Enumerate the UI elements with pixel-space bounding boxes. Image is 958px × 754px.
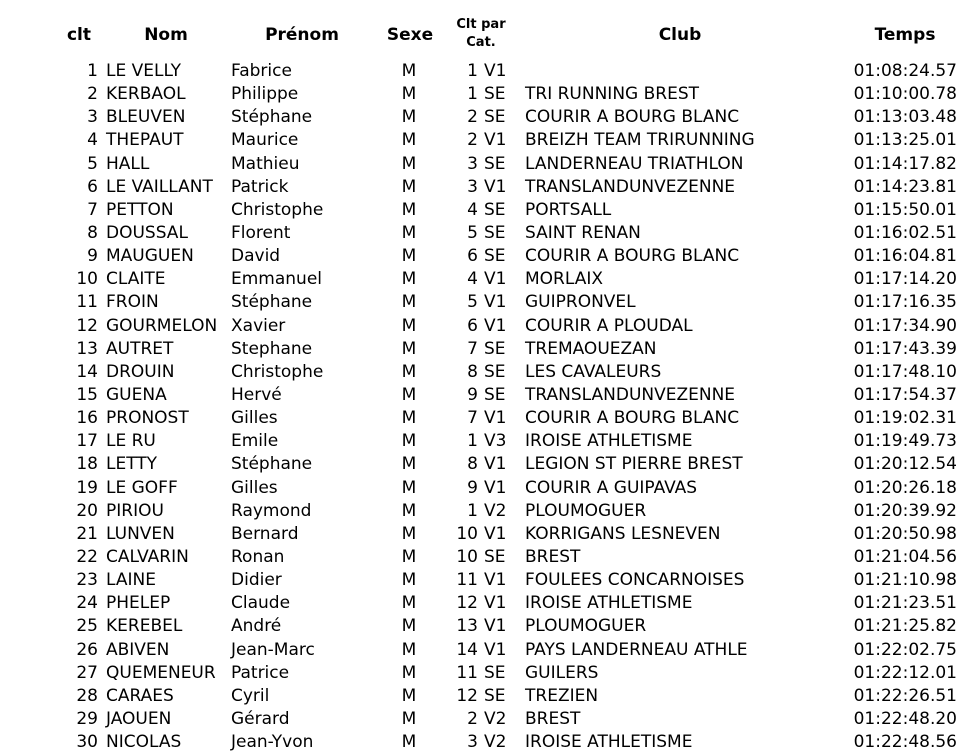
header-sexe: Sexe <box>386 25 434 45</box>
table-row <box>0 569 958 592</box>
sex-cell: M <box>401 593 417 614</box>
rank-cell: 25 <box>76 616 98 637</box>
club-cell: PORTSALL <box>525 199 612 220</box>
header-club: Club <box>658 25 702 45</box>
sex-cell: M <box>401 454 417 475</box>
category-cell: SE <box>484 246 506 267</box>
time-cell: 01:21:10.98 <box>853 570 957 591</box>
category-rank-cell: 6 <box>467 246 478 267</box>
club-cell: MORLAIX <box>525 269 604 290</box>
rank-cell: 10 <box>76 269 98 290</box>
sex-cell: M <box>401 292 417 313</box>
sex-cell: M <box>401 523 417 544</box>
category-rank-cell: 3 <box>467 176 478 197</box>
rank-cell: 1 <box>87 61 98 81</box>
table-row <box>0 60 958 83</box>
category-cell: V1 <box>484 616 507 637</box>
table-row <box>0 83 958 106</box>
category-cell: V1 <box>484 269 507 290</box>
table-row <box>0 291 958 314</box>
time-cell: 01:22:02.75 <box>853 639 957 660</box>
last-name-cell: CARAES <box>106 685 174 706</box>
table-row <box>0 546 958 569</box>
club-cell: KORRIGANS LESNEVEN <box>525 523 721 544</box>
sex-cell: M <box>401 408 417 429</box>
first-name-cell: Emmanuel <box>231 269 323 290</box>
last-name-cell: JAOUEN <box>106 708 172 729</box>
results-table-header <box>0 0 958 58</box>
category-rank-cell: 9 <box>467 477 478 498</box>
club-cell: BREIZH TEAM TRIRUNNING <box>525 130 755 151</box>
time-cell: 01:15:50.01 <box>853 199 957 220</box>
time-cell: 01:17:14.20 <box>853 269 957 290</box>
table-row <box>0 662 958 685</box>
rank-cell: 4 <box>87 130 98 151</box>
time-cell: 01:19:49.73 <box>853 431 957 452</box>
table-row <box>0 199 958 222</box>
table-row <box>0 639 958 662</box>
time-cell: 01:19:02.31 <box>853 408 957 429</box>
last-name-cell: ABIVEN <box>106 639 170 660</box>
category-rank-cell: 7 <box>467 408 478 429</box>
time-cell: 01:13:25.01 <box>853 130 957 151</box>
sex-cell: M <box>401 269 417 290</box>
category-cell: SE <box>484 84 506 105</box>
club-cell: SAINT RENAN <box>525 222 641 243</box>
rank-cell: 27 <box>76 662 98 683</box>
category-rank-cell: 2 <box>467 130 478 151</box>
category-cell: V1 <box>484 523 507 544</box>
last-name-cell: DROUIN <box>106 361 175 382</box>
rank-cell: 16 <box>76 408 98 429</box>
category-cell: SE <box>484 662 506 683</box>
last-name-cell: LAINE <box>106 570 156 591</box>
table-row <box>0 453 958 476</box>
time-cell: 01:17:48.10 <box>853 361 957 382</box>
category-cell: V1 <box>484 130 507 151</box>
category-cell: V1 <box>484 570 507 591</box>
first-name-cell: Maurice <box>231 130 299 151</box>
table-row <box>0 268 958 291</box>
sex-cell: M <box>401 199 417 220</box>
time-cell: 01:20:50.98 <box>853 523 957 544</box>
club-cell: IROISE ATHLETISME <box>525 732 693 753</box>
first-name-cell: Cyril <box>231 685 270 706</box>
time-cell: 01:13:03.48 <box>853 107 957 128</box>
first-name-cell: Florent <box>231 222 291 243</box>
club-cell: TRANSLANDUNVEZENNE <box>525 176 736 197</box>
sex-cell: M <box>401 246 417 267</box>
category-rank-cell: 1 <box>467 61 478 81</box>
time-cell: 01:21:04.56 <box>853 546 957 567</box>
rank-cell: 19 <box>76 477 98 498</box>
last-name-cell: HALL <box>106 153 150 174</box>
rank-cell: 2 <box>87 84 98 105</box>
sex-cell: M <box>401 84 417 105</box>
rank-cell: 8 <box>87 222 98 243</box>
header-temps: Temps <box>874 25 936 45</box>
sex-cell: M <box>401 338 417 359</box>
time-cell: 01:14:23.81 <box>853 176 957 197</box>
table-row <box>0 523 958 546</box>
category-rank-cell: 5 <box>467 292 478 313</box>
category-rank-cell: 10 <box>456 523 478 544</box>
sex-cell: M <box>401 662 417 683</box>
rank-cell: 5 <box>87 153 98 174</box>
first-name-cell: Ronan <box>231 546 285 567</box>
time-cell: 01:22:26.51 <box>853 685 957 706</box>
club-cell: BREST <box>525 708 581 729</box>
first-name-cell: André <box>231 616 282 637</box>
club-cell: PLOUMOGUER <box>525 616 647 637</box>
last-name-cell: DOUSSAL <box>106 222 188 243</box>
first-name-cell: Gérard <box>231 708 290 729</box>
first-name-cell: Jean-Yvon <box>231 732 314 753</box>
header-clt-par-cat-line2: Cat. <box>466 35 496 50</box>
header-clt: clt <box>66 25 92 45</box>
category-cell: SE <box>484 153 506 174</box>
last-name-cell: PIRIOU <box>106 500 164 521</box>
time-cell: 01:20:39.92 <box>853 500 957 521</box>
time-cell: 01:22:12.01 <box>853 662 957 683</box>
club-cell: LANDERNEAU TRIATHLON <box>525 153 744 174</box>
club-cell: COURIR A PLOUDAL <box>525 315 693 336</box>
category-rank-cell: 1 <box>467 431 478 452</box>
category-rank-cell: 8 <box>467 454 478 475</box>
table-row <box>0 338 958 361</box>
club-cell: TREMAOUEZAN <box>525 338 657 359</box>
last-name-cell: LETTY <box>106 454 158 475</box>
club-cell: COURIR A BOURG BLANC <box>525 246 740 267</box>
category-cell: V1 <box>484 292 507 313</box>
table-row <box>0 615 958 638</box>
rank-cell: 6 <box>87 176 98 197</box>
rank-cell: 15 <box>76 384 98 405</box>
last-name-cell: PHELEP <box>106 593 171 614</box>
table-row <box>0 500 958 523</box>
category-cell: V1 <box>484 408 507 429</box>
rank-cell: 30 <box>76 732 98 753</box>
first-name-cell: Philippe <box>231 84 299 105</box>
time-cell: 01:17:34.90 <box>853 315 957 336</box>
last-name-cell: THEPAUT <box>106 130 184 151</box>
table-row <box>0 731 958 754</box>
time-cell: 01:20:12.54 <box>853 454 957 475</box>
category-rank-cell: 6 <box>467 315 478 336</box>
first-name-cell: Christophe <box>231 361 324 382</box>
table-row <box>0 685 958 708</box>
category-cell: V2 <box>484 708 507 729</box>
first-name-cell: Christophe <box>231 199 324 220</box>
first-name-cell: Mathieu <box>231 153 300 174</box>
club-cell: TRANSLANDUNVEZENNE <box>525 384 736 405</box>
sex-cell: M <box>401 570 417 591</box>
category-cell: V1 <box>484 454 507 475</box>
club-cell: BREST <box>525 546 581 567</box>
header-nom: Nom <box>144 25 188 45</box>
last-name-cell: LUNVEN <box>106 523 175 544</box>
rank-cell: 20 <box>76 500 98 521</box>
last-name-cell: CALVARIN <box>106 546 189 567</box>
sex-cell: M <box>401 685 417 706</box>
rank-cell: 22 <box>76 546 98 567</box>
category-cell: V2 <box>484 732 507 753</box>
category-cell: SE <box>484 199 506 220</box>
category-rank-cell: 11 <box>456 570 478 591</box>
time-cell: 01:16:04.81 <box>853 246 957 267</box>
first-name-cell: Emile <box>231 431 279 452</box>
category-rank-cell: 1 <box>467 84 478 105</box>
club-cell: LEGION ST PIERRE BREST <box>525 454 743 475</box>
table-row <box>0 222 958 245</box>
category-rank-cell: 1 <box>467 500 478 521</box>
last-name-cell: NICOLAS <box>106 732 182 753</box>
last-name-cell: LE RU <box>106 431 156 452</box>
last-name-cell: AUTRET <box>106 338 174 359</box>
first-name-cell: Fabrice <box>231 61 292 81</box>
last-name-cell: LE VAILLANT <box>106 176 213 197</box>
first-name-cell: Xavier <box>231 315 286 336</box>
last-name-cell: LE GOFF <box>106 477 178 498</box>
first-name-cell: Didier <box>231 570 282 591</box>
club-cell: COURIR A BOURG BLANC <box>525 107 740 128</box>
rank-cell: 7 <box>87 199 98 220</box>
rank-cell: 24 <box>76 593 98 614</box>
category-cell: V1 <box>484 176 507 197</box>
category-rank-cell: 13 <box>456 616 478 637</box>
sex-cell: M <box>401 153 417 174</box>
last-name-cell: KERBAOL <box>106 84 186 105</box>
last-name-cell: KEREBEL <box>106 616 183 637</box>
first-name-cell: Raymond <box>231 500 312 521</box>
rank-cell: 21 <box>76 523 98 544</box>
rank-cell: 11 <box>76 292 98 313</box>
sex-cell: M <box>401 500 417 521</box>
table-row <box>0 477 958 500</box>
category-cell: V1 <box>484 477 507 498</box>
first-name-cell: Gilles <box>231 408 278 429</box>
first-name-cell: Claude <box>231 593 291 614</box>
rank-cell: 17 <box>76 431 98 452</box>
last-name-cell: GUENA <box>106 384 167 405</box>
last-name-cell: GOURMELON <box>106 315 218 336</box>
rank-cell: 3 <box>87 107 98 128</box>
rank-cell: 12 <box>76 315 98 336</box>
first-name-cell: Bernard <box>231 523 299 544</box>
table-row <box>0 176 958 199</box>
category-rank-cell: 3 <box>467 153 478 174</box>
table-row <box>0 384 958 407</box>
table-row <box>0 407 958 430</box>
category-cell: V1 <box>484 315 507 336</box>
time-cell: 01:17:43.39 <box>853 338 957 359</box>
time-cell: 01:10:00.78 <box>853 84 957 105</box>
first-name-cell: Stéphane <box>231 454 313 475</box>
sex-cell: M <box>401 315 417 336</box>
sex-cell: M <box>401 384 417 405</box>
category-rank-cell: 10 <box>456 546 478 567</box>
time-cell: 01:08:24.57 <box>853 61 957 81</box>
category-rank-cell: 3 <box>467 732 478 753</box>
rank-cell: 14 <box>76 361 98 382</box>
club-cell: PAYS LANDERNEAU ATHLE <box>525 639 748 660</box>
club-cell: GUIPRONVEL <box>525 292 636 313</box>
first-name-cell: Jean-Marc <box>231 639 315 660</box>
sex-cell: M <box>401 222 417 243</box>
rank-cell: 23 <box>76 570 98 591</box>
category-rank-cell: 2 <box>467 708 478 729</box>
last-name-cell: BLEUVEN <box>106 107 186 128</box>
category-rank-cell: 7 <box>467 338 478 359</box>
category-rank-cell: 4 <box>467 269 478 290</box>
time-cell: 01:22:48.56 <box>853 732 957 753</box>
table-row <box>0 315 958 338</box>
time-cell: 01:17:54.37 <box>853 384 957 405</box>
last-name-cell: QUEMENEUR <box>106 662 216 683</box>
club-cell: IROISE ATHLETISME <box>525 593 693 614</box>
table-row <box>0 361 958 384</box>
category-rank-cell: 9 <box>467 384 478 405</box>
category-rank-cell: 4 <box>467 199 478 220</box>
category-rank-cell: 14 <box>456 639 478 660</box>
category-rank-cell: 12 <box>456 593 478 614</box>
table-row <box>0 430 958 453</box>
table-row <box>0 106 958 129</box>
category-cell: V1 <box>484 593 507 614</box>
first-name-cell: Stephane <box>231 338 313 359</box>
category-cell: V1 <box>484 639 507 660</box>
time-cell: 01:17:16.35 <box>853 292 957 313</box>
rank-cell: 28 <box>76 685 98 706</box>
results-table-body <box>0 60 958 754</box>
time-cell: 01:20:26.18 <box>853 477 957 498</box>
first-name-cell: Stéphane <box>231 292 313 313</box>
first-name-cell: David <box>231 246 281 267</box>
table-row <box>0 592 958 615</box>
category-rank-cell: 8 <box>467 361 478 382</box>
header-prenom: Prénom <box>265 25 339 45</box>
rank-cell: 26 <box>76 639 98 660</box>
club-cell: GUILERS <box>525 662 599 683</box>
last-name-cell: LE VELLY <box>106 61 182 81</box>
time-cell: 01:21:25.82 <box>853 616 957 637</box>
sex-cell: M <box>401 130 417 151</box>
category-rank-cell: 5 <box>467 222 478 243</box>
first-name-cell: Patrick <box>231 176 289 197</box>
category-cell: SE <box>484 546 506 567</box>
sex-cell: M <box>401 708 417 729</box>
club-cell: COURIR A GUIPAVAS <box>525 477 698 498</box>
sex-cell: M <box>401 61 417 81</box>
sex-cell: M <box>401 361 417 382</box>
rank-cell: 18 <box>76 454 98 475</box>
rank-cell: 9 <box>87 246 98 267</box>
club-cell: TREZIEN <box>525 685 599 706</box>
last-name-cell: PRONOST <box>106 408 189 429</box>
table-row <box>0 245 958 268</box>
sex-cell: M <box>401 477 417 498</box>
category-rank-cell: 2 <box>467 107 478 128</box>
time-cell: 01:21:23.51 <box>853 593 957 614</box>
category-cell: SE <box>484 338 506 359</box>
sex-cell: M <box>401 732 417 753</box>
club-cell: IROISE ATHLETISME <box>525 431 693 452</box>
first-name-cell: Hervé <box>231 384 282 405</box>
sex-cell: M <box>401 107 417 128</box>
rank-cell: 29 <box>76 708 98 729</box>
table-row <box>0 129 958 152</box>
sex-cell: M <box>401 431 417 452</box>
category-cell: SE <box>484 222 506 243</box>
first-name-cell: Stéphane <box>231 107 313 128</box>
last-name-cell: MAUGUEN <box>106 246 194 267</box>
sex-cell: M <box>401 616 417 637</box>
category-rank-cell: 12 <box>456 685 478 706</box>
time-cell: 01:14:17.82 <box>853 153 957 174</box>
club-cell: COURIR A BOURG BLANC <box>525 408 740 429</box>
last-name-cell: CLAITE <box>106 269 166 290</box>
category-cell: SE <box>484 384 506 405</box>
category-cell: SE <box>484 685 506 706</box>
header-clt-par-cat-line1: Clt par <box>456 17 506 32</box>
time-cell: 01:22:48.20 <box>853 708 957 729</box>
category-cell: V3 <box>484 431 507 452</box>
club-cell: LES CAVALEURS <box>525 361 662 382</box>
category-cell: SE <box>484 361 506 382</box>
category-cell: V2 <box>484 500 507 521</box>
rank-cell: 13 <box>76 338 98 359</box>
sex-cell: M <box>401 639 417 660</box>
club-cell: PLOUMOGUER <box>525 500 647 521</box>
sex-cell: M <box>401 176 417 197</box>
category-cell: V1 <box>484 61 507 81</box>
table-row <box>0 153 958 176</box>
club-cell: TRI RUNNING BREST <box>525 84 700 105</box>
club-cell: FOULEES CONCARNOISES <box>525 570 745 591</box>
last-name-cell: FROIN <box>106 292 159 313</box>
first-name-cell: Gilles <box>231 477 278 498</box>
table-row <box>0 708 958 731</box>
last-name-cell: PETTON <box>106 199 174 220</box>
sex-cell: M <box>401 546 417 567</box>
time-cell: 01:16:02.51 <box>853 222 957 243</box>
first-name-cell: Patrice <box>231 662 290 683</box>
category-cell: SE <box>484 107 506 128</box>
category-rank-cell: 11 <box>456 662 478 683</box>
